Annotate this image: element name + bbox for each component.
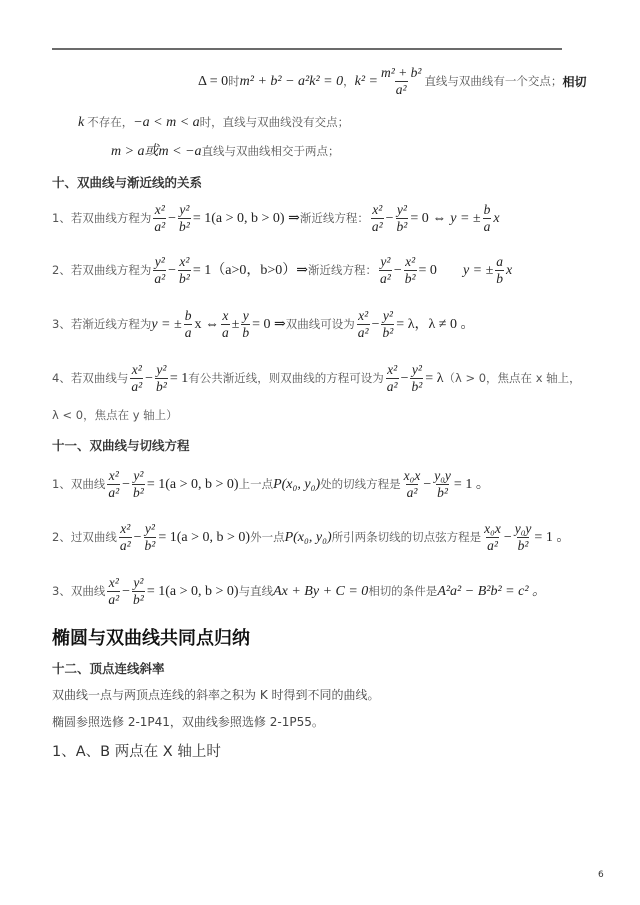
- fraction: [495, 255, 504, 287]
- num: x²: [372, 202, 383, 217]
- minus: −: [122, 477, 131, 492]
- minus: −: [400, 371, 409, 386]
- num: x²: [179, 254, 190, 269]
- den: a²: [371, 219, 383, 235]
- num: y₀y: [514, 521, 532, 536]
- fraction: [410, 363, 423, 395]
- fraction: [403, 469, 422, 501]
- fraction: [483, 203, 492, 235]
- item-text: 双曲线: [70, 477, 106, 492]
- num: y²: [154, 254, 165, 269]
- fraction: [153, 203, 166, 235]
- item-text: 若渐近线方程为: [70, 317, 152, 332]
- asymptote: y = ±: [151, 317, 182, 332]
- fraction: [371, 203, 384, 235]
- num: x²: [120, 521, 131, 536]
- m-out-cond: m > a或m < −a: [111, 144, 202, 159]
- item-num: 2、: [52, 530, 71, 545]
- when-text: 时: [228, 74, 240, 89]
- item-num: 4、: [52, 371, 71, 386]
- fraction: [433, 469, 452, 501]
- section-11-title: 十一、双曲线与切线方程: [52, 438, 190, 453]
- tangent-bold: 相切: [562, 75, 587, 89]
- eq-tail: = 1: [169, 371, 189, 386]
- fraction: [132, 469, 145, 501]
- two-intersection-text: 直线与双曲线相交于两点；: [201, 144, 340, 159]
- fraction: [514, 522, 533, 554]
- m-out-line: [111, 145, 340, 159]
- num: y²: [411, 362, 422, 377]
- minus: −: [385, 211, 394, 226]
- section-12-para-2: 椭圆参照选修 2-1P41，双曲线参照选修 2-1P55。: [52, 715, 324, 729]
- item-text: 相切的条件是: [368, 584, 438, 599]
- point: P(x₀, y₀): [284, 530, 332, 545]
- num: x²: [131, 362, 142, 377]
- fraction: [483, 522, 502, 554]
- fraction-numerator: m² + b²: [380, 65, 422, 80]
- eq-tail: = 0 ⇔: [410, 211, 447, 226]
- den: b²: [133, 485, 144, 501]
- den: a²: [380, 271, 391, 287]
- k2-label: k² =: [354, 74, 378, 89]
- num: y₀y: [434, 468, 451, 483]
- num: y²: [396, 202, 407, 217]
- fraction: [107, 469, 120, 501]
- fraction: [144, 522, 157, 554]
- asymptote: y = ±: [462, 263, 494, 278]
- s11-item-3: [52, 576, 546, 608]
- fraction: [184, 309, 193, 341]
- num: x₀x: [403, 468, 421, 483]
- num: x²: [405, 254, 416, 269]
- item-text: 处的切线方程是: [320, 477, 401, 492]
- num: b: [483, 202, 491, 217]
- num: y²: [179, 202, 190, 217]
- num: x₀x: [484, 521, 501, 536]
- s10-item-4-line2: [52, 410, 178, 422]
- fraction: [107, 576, 120, 608]
- num: y²: [133, 468, 144, 483]
- fraction: [155, 363, 168, 395]
- den: a: [221, 325, 229, 341]
- asymptote: y = ±: [450, 211, 481, 226]
- page-number: 6: [598, 870, 604, 880]
- den: a²: [154, 219, 166, 235]
- num: x²: [387, 362, 398, 377]
- focus-x-text: （λ > 0，焦点在 x 轴上，: [443, 371, 581, 386]
- den: b²: [133, 592, 144, 608]
- num: x²: [108, 468, 119, 483]
- condition: = 1(a > 0, b > 0): [146, 584, 239, 599]
- den: a²: [386, 379, 398, 395]
- item-text: 若双曲线与: [70, 371, 129, 386]
- summary-heading: 椭圆与双曲线共同点归纳: [52, 628, 250, 649]
- fraction-denominator: a²: [395, 82, 407, 98]
- plus-minus: ±: [231, 317, 240, 332]
- section-12-para-1: 双曲线一点与两顶点连线的斜率之积为 K 时得到不同的曲线。: [52, 688, 380, 702]
- minus: −: [423, 477, 432, 492]
- fraction: [379, 255, 392, 287]
- fraction: [221, 309, 230, 341]
- den: b²: [437, 485, 448, 501]
- item-num: 3、: [52, 317, 71, 332]
- den: b²: [144, 538, 156, 554]
- den: a²: [406, 485, 418, 501]
- discriminant-eq: m² + b² − a²k² = 0: [239, 74, 344, 89]
- fraction: [396, 203, 409, 235]
- num: y²: [382, 308, 393, 323]
- k-none-line: [78, 116, 349, 130]
- item-text: 若双曲线方程为: [70, 211, 152, 226]
- den: a²: [131, 379, 143, 395]
- header-rule: [52, 48, 562, 50]
- item-text: 上一点: [238, 477, 274, 492]
- num: x²: [154, 202, 165, 217]
- no-intersection-text: 时，直线与双曲线没有交点；: [199, 115, 350, 130]
- den: b²: [404, 271, 416, 287]
- item-text: 与直线: [238, 584, 274, 599]
- focus-y-text: λ < 0，焦点在 y 轴上）: [52, 408, 178, 422]
- fraction: [153, 255, 166, 287]
- sep: ，: [343, 74, 355, 89]
- delta-eq: Δ = 0: [198, 74, 229, 89]
- k-symbol: k: [78, 115, 85, 130]
- fraction: [241, 309, 250, 341]
- fraction: [386, 363, 399, 395]
- num: b: [184, 308, 192, 323]
- den: b²: [411, 379, 423, 395]
- fraction: [381, 309, 394, 341]
- minus: −: [122, 584, 131, 599]
- eq-tail: = 1 。: [534, 530, 571, 545]
- m-range: −a < m < a: [133, 115, 200, 130]
- x-var: x: [506, 263, 513, 278]
- den: b²: [156, 379, 167, 395]
- lambda-tail: = λ: [425, 371, 444, 386]
- den: a: [184, 325, 192, 341]
- section-12-sub-1: 1、A、B 两点在 X 轴上时: [52, 744, 221, 760]
- condition: = 1(a > 0, b > 0): [146, 477, 239, 492]
- item-text: 外一点: [250, 530, 285, 545]
- condition: = 1(a > 0, b > 0): [158, 530, 251, 545]
- eq-tail: = 0 ⇒: [252, 317, 286, 332]
- minus: −: [168, 211, 177, 226]
- s11-item-1: [52, 469, 490, 501]
- item-text: 双曲线: [70, 584, 106, 599]
- den: a²: [119, 538, 131, 554]
- one-intersection-text: 直线与双曲线有一个交点；: [424, 74, 563, 89]
- s10-item-4: [52, 363, 581, 395]
- den: b²: [179, 219, 190, 235]
- num: y²: [144, 521, 155, 536]
- condition: = 1(a > 0, b > 0) ⇒: [192, 211, 300, 226]
- den: a: [483, 219, 491, 235]
- num: y: [242, 308, 249, 323]
- tangent-condition: A²a² − B²b² = c² 。: [437, 584, 547, 599]
- num: x²: [358, 308, 369, 323]
- den: b²: [517, 538, 529, 554]
- den: a²: [108, 485, 120, 501]
- x-var: x ⇔: [194, 317, 219, 332]
- den: a²: [487, 538, 498, 554]
- num: a: [496, 254, 504, 269]
- minus: −: [168, 263, 177, 278]
- num: y²: [380, 254, 391, 269]
- item-text: 若双曲线方程为: [70, 263, 152, 278]
- den: b²: [179, 271, 190, 287]
- eq-tail: = 1 。: [453, 477, 490, 492]
- lambda-tail: = λ，λ ≠ 0 。: [396, 317, 475, 332]
- minus: −: [393, 263, 402, 278]
- s10-item-2: [52, 255, 512, 287]
- condition: = 1（a>0，b>0）⇒: [192, 263, 308, 278]
- item-text: 有公共渐近线，则双曲线的方程可设为: [188, 371, 384, 386]
- item-text: 过双曲线: [70, 530, 117, 545]
- minus: −: [371, 317, 380, 332]
- item-num: 2、: [52, 263, 71, 278]
- x-var: x: [493, 211, 500, 226]
- num: x²: [108, 575, 119, 590]
- item-text: 渐近线方程：: [299, 211, 369, 226]
- fraction: [119, 522, 132, 554]
- item-text: 渐近线方程：: [308, 263, 377, 278]
- num: y²: [133, 575, 144, 590]
- item-num: 1、: [52, 211, 71, 226]
- delta-zero-line: [198, 66, 586, 98]
- fraction: [178, 255, 191, 287]
- minus: −: [503, 530, 512, 545]
- item-num: 3、: [52, 584, 71, 599]
- section-10-title: 十、双曲线与渐近线的关系: [52, 175, 203, 190]
- fraction: [404, 255, 417, 287]
- den: b: [496, 271, 504, 287]
- fraction: [130, 363, 143, 395]
- den: b²: [382, 325, 394, 341]
- den: b: [242, 325, 250, 341]
- k-none-text: 不存在，: [87, 115, 134, 130]
- den: a²: [108, 592, 120, 608]
- point: P(x₀, y₀): [273, 477, 321, 492]
- fraction: [178, 203, 191, 235]
- num: y²: [156, 362, 167, 377]
- num: x: [222, 308, 229, 323]
- eq-tail: = 0: [418, 263, 437, 278]
- item-text: 双曲线可设为: [285, 317, 355, 332]
- minus: −: [133, 530, 142, 545]
- fraction: [357, 309, 370, 341]
- s10-item-1: [52, 203, 500, 235]
- section-12-title: 十二、顶点连线斜率: [52, 661, 165, 676]
- minus: −: [145, 371, 154, 386]
- s10-item-3: [52, 309, 474, 341]
- den: a²: [357, 325, 369, 341]
- k2-fraction: [380, 66, 422, 98]
- fraction: [132, 576, 145, 608]
- den: a²: [154, 271, 166, 287]
- den: b²: [396, 219, 408, 235]
- item-num: 1、: [52, 477, 71, 492]
- s11-item-2: [52, 522, 570, 554]
- item-text: 所引两条切线的切点弦方程是: [331, 530, 482, 545]
- line-eq: Ax + By + C = 0: [273, 584, 369, 599]
